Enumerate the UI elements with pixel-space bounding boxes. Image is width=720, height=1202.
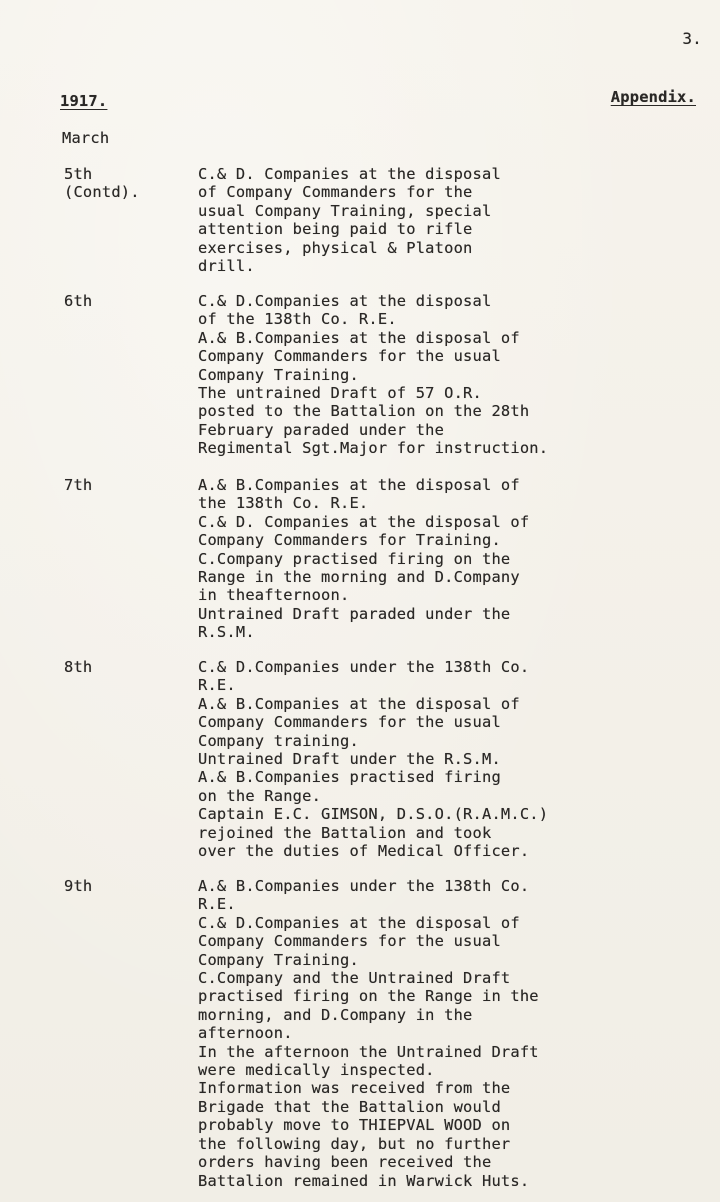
entry-text: A.& B.Companies under the 138th Co. R.E. C.& D.Companies at the disposal of Company Commanders for the usual Company Training. C.Company and the Untrained Draft practised firing on the Range in the morning, and D.Company in the afternoon. In the afternoon the Untrained Draft were medically inspected. Information was received from the Brigade that the Battalion would probably move to THIEPVAL WOOD on the following day, but no further orders having been received the Battalion remained in Warwick Huts. <box>198 877 539 1190</box>
year-heading: 1917. <box>60 92 108 110</box>
entry-text: C.& D.Companies at the disposal of the 138th Co. R.E. A.& B.Companies at the disposal of Company Commanders for the usual Company Training. The untrained Draft of 57 O.R. posted to the Battalion on the 28th February paraded under the Regimental Sgt.Major for instruction. <box>198 292 549 458</box>
entry-text: C.& D. Companies at the disposal of Company Commanders for the usual Company Training, special attention being paid to rifle exercises, physical & Platoon drill. <box>198 165 501 276</box>
entry-date: 6th <box>64 292 93 310</box>
entry-text: C.& D.Companies under the 138th Co. R.E. A.& B.Companies at the disposal of Company Commanders for the usual Company training. Untrained Draft under the R.S.M. A.& B.Companies practised firing on the Range. Captain E.C. GIMSON, D.S.O.(R.A.M.C.) rejoined the Battalion and took over the duties of Medical Officer. <box>198 658 549 861</box>
entry-date: 8th <box>64 658 93 676</box>
entry-date: 7th <box>64 476 93 494</box>
month-label: March <box>62 129 110 147</box>
page-number: 3. <box>682 29 702 48</box>
entry-date: 5th (Contd). <box>64 165 140 202</box>
entry-date: 9th <box>64 877 93 895</box>
entry-text: A.& B.Companies at the disposal of the 138th Co. R.E. C.& D. Companies at the disposal of Company Commanders for Training. C.Company practised firing on the Range in the morning and D.Company in theafternoon. Untrained Draft paraded under the R.S.M. <box>198 476 530 642</box>
appendix-heading: Appendix. <box>610 88 696 106</box>
